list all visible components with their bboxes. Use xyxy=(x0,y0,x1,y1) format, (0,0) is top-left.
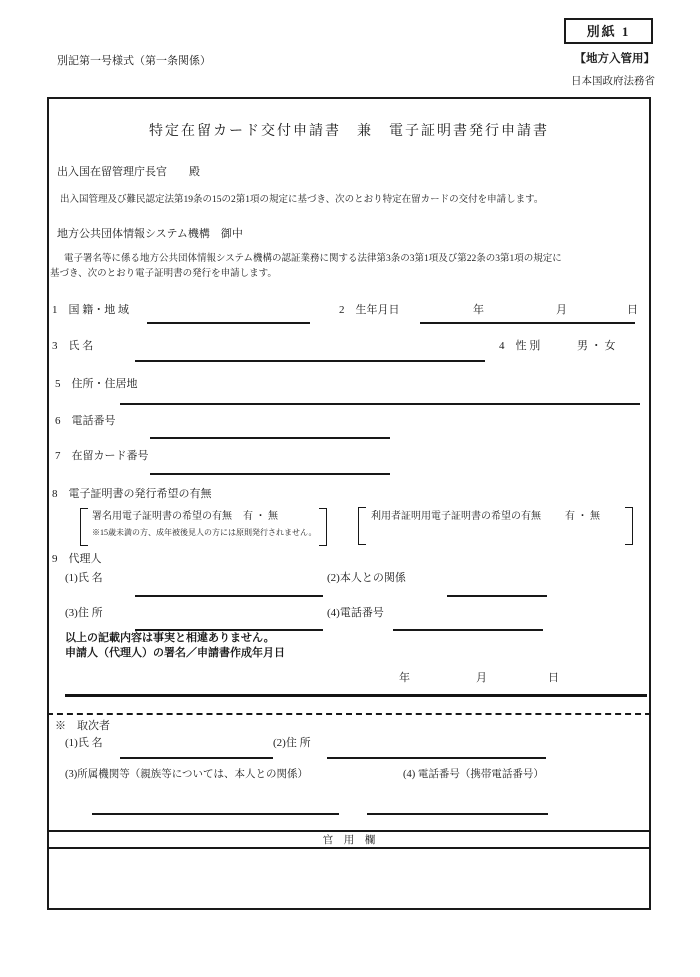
bracket-close-icon xyxy=(625,507,633,545)
sex-label: 4 性 別 xyxy=(499,340,541,352)
agent-phone-input-line xyxy=(367,813,548,815)
bracket-open-icon xyxy=(80,508,88,546)
proxy-section-label: 9 代理人 xyxy=(52,553,102,565)
form-border xyxy=(47,97,651,910)
proxy-phone-input-line xyxy=(393,629,543,631)
proxy-name-input-line xyxy=(135,595,323,597)
signature-date-month-unit: 月 xyxy=(476,672,487,684)
name-input-line xyxy=(135,360,485,362)
bracket-open-icon xyxy=(358,507,366,545)
statement-jlis-line2: 基づき、次のとおり電子証明書の発行を申請します。 xyxy=(50,269,277,279)
signature-cert-label: 署名用電子証明書の希望の有無 xyxy=(92,511,232,522)
agent-name-input-line xyxy=(120,757,273,759)
declaration-line1: 以上の記載内容は事実と相違ありません。 xyxy=(65,632,275,644)
proxy-name-label: (1)氏 名 xyxy=(65,572,103,584)
phone-label: 6 電話番号 xyxy=(55,415,116,427)
agent-organization-label: (3)所属機関等（親族等については、本人との関係） xyxy=(65,769,309,780)
agent-section-label: ※ 取次者 xyxy=(55,720,110,732)
residence-card-label: 7 在留カード番号 xyxy=(55,450,149,462)
birthdate-year-unit: 年 xyxy=(473,304,484,316)
agent-section-divider xyxy=(47,713,651,715)
form-title: 特定在留カード交付申請書 兼 電子証明書発行申請書 xyxy=(149,124,549,139)
sex-options: 男 ・ 女 xyxy=(577,340,616,352)
birthdate-input-line xyxy=(420,322,635,324)
form-code-label: 別記第一号様式（第一条関係） xyxy=(57,55,211,67)
nationality-input-line xyxy=(147,322,310,324)
signature-date-day-unit: 日 xyxy=(548,672,559,684)
statement-jlis-line1: 電子署名等に係る地方公共団体情報システム機構の認証業務に関する法律第3条の3第1項及び第22条の3第1項の規定に xyxy=(64,254,562,264)
user-cert-label: 利用者証明用電子証明書の希望の有無 xyxy=(371,511,541,522)
bracket-close-icon xyxy=(319,508,327,546)
address-label: 5 住所・住居地 xyxy=(55,378,138,390)
signature-cert-choice: 有 ・ 無 xyxy=(243,511,278,522)
residence-card-input-line xyxy=(150,473,390,475)
addressee-immigration: 出入国在留管理庁長官 殿 xyxy=(57,166,200,178)
statement-immigration: 出入国管理及び難民認定法第19条の15の2第1項の規定に基づき、次のとおり特定在留カードの交付を申請します。 xyxy=(60,195,544,205)
address-input-line xyxy=(120,403,640,405)
proxy-address-label: (3)住 所 xyxy=(65,607,103,619)
signature-date-year-unit: 年 xyxy=(399,672,410,684)
nationality-label: 1 国 籍・地 域 xyxy=(52,304,129,316)
name-label: 3 氏 名 xyxy=(52,340,94,352)
agent-address-input-line xyxy=(327,757,546,759)
proxy-relation-label: (2)本人との関係 xyxy=(327,572,406,584)
agent-name-label: (1)氏 名 xyxy=(65,737,103,749)
declaration-line2: 申請人（代理人）の署名／申請書作成年月日 xyxy=(65,647,285,659)
proxy-relation-input-line xyxy=(447,595,547,597)
birthdate-month-unit: 月 xyxy=(556,304,567,316)
signature-cert-note: ※15歳未満の方、成年被後見人の方には原則発行されません。 xyxy=(92,528,317,537)
birthdate-day-unit: 日 xyxy=(627,304,638,316)
user-cert-choice: 有 ・ 無 xyxy=(565,511,600,522)
cert-section-label: 8 電子証明書の発行希望の有無 xyxy=(52,488,212,500)
birthdate-label: 2 生年月日 xyxy=(339,304,400,316)
attachment-number-box: 別紙 1 xyxy=(564,18,653,44)
issuing-authority-label: 日本国政府法務省 xyxy=(571,76,655,87)
official-use-band: 官 用 欄 xyxy=(47,830,651,849)
office-use-tag: 【地方入管用】 xyxy=(574,53,655,65)
agent-organization-input-line xyxy=(92,813,339,815)
phone-input-line xyxy=(150,437,390,439)
proxy-address-input-line xyxy=(135,629,323,631)
proxy-phone-label: (4)電話番号 xyxy=(327,607,384,619)
agent-phone-label: (4) 電話番号（携帯電話番号） xyxy=(403,769,544,780)
agent-address-label: (2)住 所 xyxy=(273,737,311,749)
addressee-jlis: 地方公共団体情報システム機構 御中 xyxy=(57,228,243,240)
signature-input-line xyxy=(65,694,647,697)
